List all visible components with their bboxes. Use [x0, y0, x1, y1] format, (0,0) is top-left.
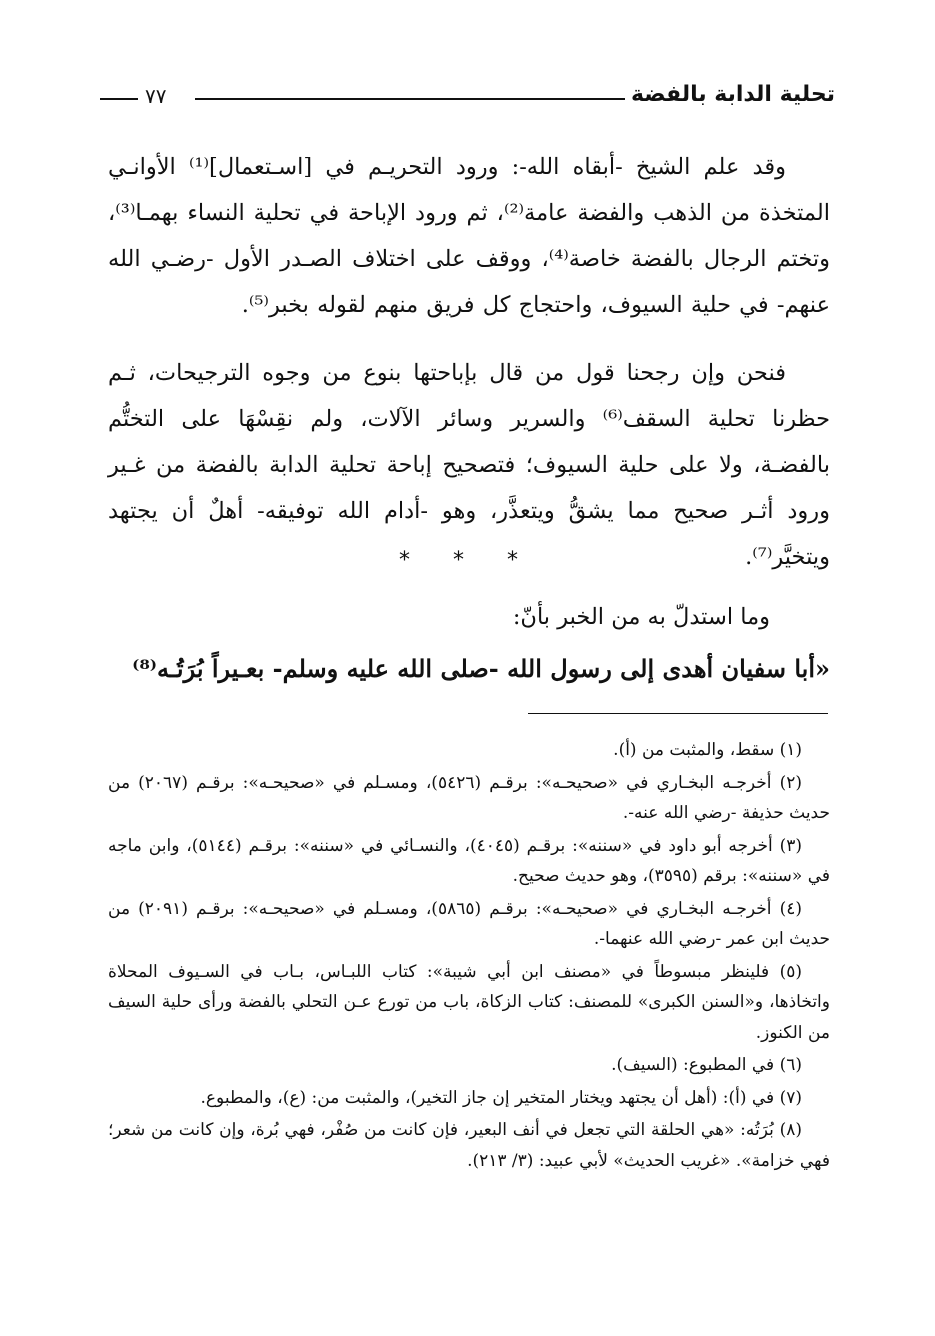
footnote-5: (٥) فلينظر مبسوطاً في «مصنف ابن أبي شيبة»: كتاب اللبـاس، بـاب في السـيوف المحلاة واتخاذها، و«السنن الكبرى» للمصنف: كتاب الزكاة، باب من تورع عـن التحلي بالفضة ورأى حلية السيف من الكنوز. [108, 961, 830, 1043]
footnote-1: (١) سقط، والمثبت من (أ). [613, 740, 802, 760]
footnote-7: (٧) في (أ): (أهل أن يجتهد ويختار المتخير إن جاز التخير)، والمثبت من: (ع)، والمطبوع. [200, 1087, 802, 1108]
hadith-intro: وما استدلّ به من الخبر بأنّ: [512, 604, 770, 630]
page-number: ٧٧ [145, 84, 167, 108]
footnotes [108, 735, 830, 1178]
footnote-4: (٤) أخرجـه البخـاري في «صحيحـه»: برقـم (٥٨٦٥)، ومسـلم في «صحيحـه»: برقـم (٢٠٩١) من حديث ابن عمر -رضي الله عنهما-. [108, 898, 830, 949]
section-divider-stars: * * * [399, 548, 536, 573]
running-header [100, 80, 835, 120]
footnote-separator [528, 713, 828, 714]
header-title: تحلية الدابة بالفضة [623, 82, 835, 107]
body-paragraph-1: وقد علم الشيخ -أبقاه الله-: ورود التحريـم في [اسـتعمال]⁽¹⁾ الأوانـي المتخذة من الذهب والفضة عامة⁽²⁾، ثم ورود الإباحة في تحلية النساء بهمـا⁽³⁾، وتختم الرجال بالفضة خاصة⁽⁴⁾، ووقف على اختلاف الصـدر الأول -رضـي الله عنهم- في حلية السيوف، واحتجاج كل فريق منهم لقوله بخبر⁽⁵⁾. [108, 154, 830, 318]
hadith-quote: «أبا سفيان أهدى إلى رسول الله -صلى الله عليه وسلم- بعـيراً بُرَتُـه⁽⁸⁾ [132, 654, 830, 683]
body-paragraph-2-block [108, 350, 830, 580]
footnote-2: (٢) أخرجـه البخـاري في «صحيحـه»: برقـم (٥٤٢٦)، ومسـلم في «صحيحـه»: برقـم (٢٠٦٧) من حديث حذيفة -رضي الله عنه-. [108, 772, 830, 823]
footnote-6: (٦) في المطبوع: (السيف). [611, 1055, 802, 1075]
header-rule-left [100, 98, 138, 100]
footnote-3: (٣) أخرجه أبو داود في «سننه»: برقـم (٤٠٤٥)، والنسـائي في «سننه»: برقـم (٥١٤٤)، وابن ماجه في «سننه»: برقم (٣٥٩٥)، وهو حديث صحيح. [108, 835, 830, 886]
footnote-8: (٨) بُرَتُه: «هي الحلقة التي تجعل في أنف البعير، فإن كانت من صُفْر، فهي بُرة، وإن كانت من شعر؛ فهي خزامة». «غريب الحديث» لأبي عبيد: (٣/ ٢١٣). [108, 1120, 830, 1171]
body-paragraph-2: فنحن وإن رجحنا قول من قال بإباحتها بنوع من وجوه الترجيحات، ثـم حظرنا تحلية السقف⁽⁶⁾ والسرير وسائر الآلات، ولم نقِسْهَا على التختُّم بالفضـة، ولا على حلية السيوف؛ فتصحيح إباحة تحلية الدابة بالفضة من غـير ورود أثـر صحيح مما يشقُّ ويتعذَّر، وهو -أدام الله توفيقه- أهلٌ أن يجتهد ويتخيَّر⁽⁷⁾. [108, 360, 830, 570]
header-rule [195, 98, 625, 100]
body-paragraph-1-block [108, 144, 830, 328]
